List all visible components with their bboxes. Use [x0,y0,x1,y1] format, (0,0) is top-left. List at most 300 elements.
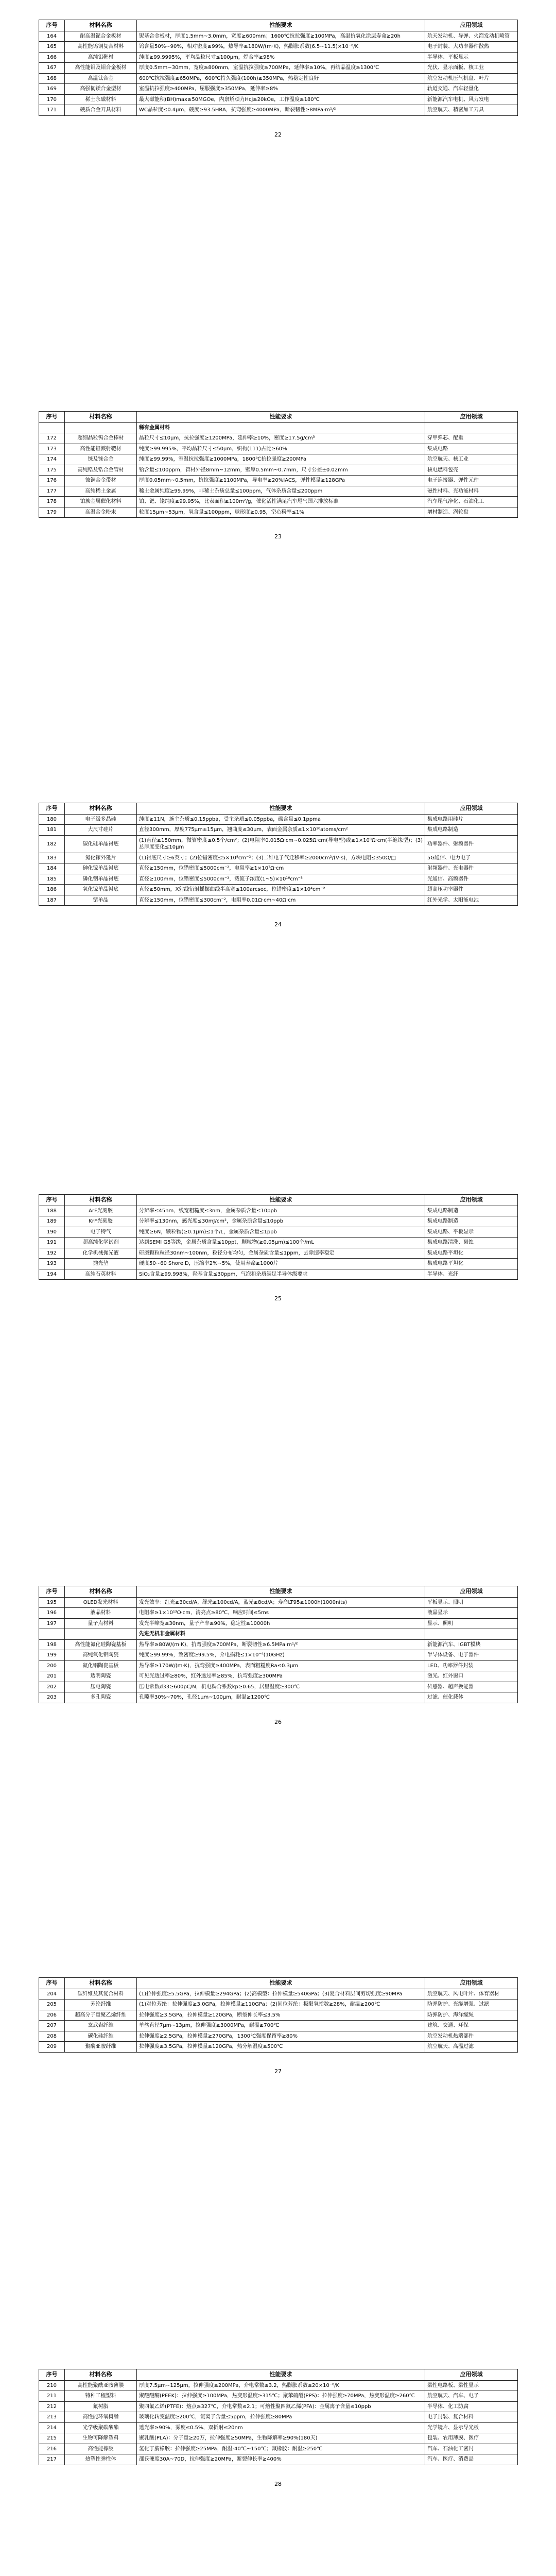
table-header-row [39,2369,518,2381]
table-row [39,1989,518,1999]
row-number: 199 [39,1650,65,1661]
application-field: 轨道交通、汽车轻量化 [425,84,518,95]
material-name [65,1629,137,1640]
row-number: 189 [39,1216,65,1227]
page-number: 27 [274,2068,282,2075]
application-field: 航空航天、精密加工刀具 [425,105,518,116]
performance-requirement: 发光半峰宽≤30nm，量子产率≥90%，稳定性≥10000h [137,1618,425,1629]
performance-requirement: 硬度50~60 Shore D，压缩率2%~5%，使用寿命≥1000片 [137,1259,425,1269]
column-header: 序号 [39,20,65,31]
application-field: 航空航天、核工业 [425,454,518,465]
row-number: 215 [39,2433,65,2444]
performance-requirement: 聚乳酸(PLA)：分子量≥20万，拉伸强度≥50MPa，生物降解率≥90%(180天) [137,2433,425,2444]
material-name: 高温合金粉末 [65,507,137,518]
table-row [39,486,518,497]
application-field: 防弹防护、光缆增强、过滤 [425,1999,518,2010]
material-name: 氧化镓单晶衬底 [65,885,137,895]
row-number: 164 [39,31,65,42]
column-header: 性能要求 [137,20,425,31]
table-row [39,1597,518,1608]
column-header: 性能要求 [137,2369,425,2381]
spec-table [39,1194,518,1280]
performance-requirement: 纯度≥11N，施主杂质≤0.15ppba，受主杂质≤0.05ppba，碳含量≤0.1ppma [137,814,425,825]
application-field: 功率器件、射频器件 [425,835,518,853]
application-field: 包装、农用薄膜、医疗 [425,2433,518,2444]
performance-requirement: 压电常数d33≥600pC/N，机电耦合系数kp≥0.65，居里温度≥300℃ [137,1682,425,1692]
table-row [39,814,518,825]
table-row [39,454,518,465]
table-row [39,2031,518,2042]
row-number: 165 [39,42,65,53]
application-field: 显示、照明 [425,1618,518,1629]
table-row [39,476,518,486]
table-header-row [39,1978,518,1989]
table-row [39,835,518,853]
row-number: 217 [39,2454,65,2465]
material-name: 锗单晶 [65,895,137,906]
table-row [39,42,518,53]
table-row [39,1660,518,1671]
performance-requirement: 拉伸强度≥3.5GPa，拉伸模量≥120GPa，热分解温度≥500℃ [137,2042,425,2053]
spec-table [39,411,518,518]
application-field: 航空发动机热端部件 [425,2031,518,2042]
page-number: 24 [274,921,282,928]
row-number: 178 [39,497,65,507]
table-row [39,825,518,836]
application-field: 集成电路清洗、刻蚀 [425,1238,518,1248]
spec-table [39,803,518,906]
table-row [39,1639,518,1650]
application-field: 电子连接器、弹性元件 [425,476,518,486]
application-field: 新能源汽车、IGBT模块 [425,1639,518,1650]
page [0,1958,556,2349]
application-field: 半导体、光纤 [425,1269,518,1280]
performance-requirement: 铂、钯、铑纯度≥99.95%，比表面积≥100m²/g，催化活性满足汽车尾气国六排放标准 [137,497,425,507]
performance-requirement: 达到SEMI G5等级，金属杂质含量≤10ppt，颗粒物(≥0.05μm)≤100个/mL [137,1238,425,1248]
table-row [39,1999,518,2010]
performance-requirement: 厚度0.5mm~30mm，宽度≥800mm，室温抗拉强度≥700MPa，延伸率≥10%，再结晶温度≥1300℃ [137,63,425,74]
column-header: 序号 [39,1586,65,1598]
table-row [39,895,518,906]
table-row [39,1618,518,1629]
row-number [39,1629,65,1640]
table-row [39,1269,518,1280]
material-name: 高纯氧化铝陶瓷 [65,1650,137,1661]
table-row [39,2401,518,2412]
material-name: OLED发光材料 [65,1597,137,1608]
column-header: 应用领域 [425,1978,518,1989]
row-number: 171 [39,105,65,116]
column-header: 序号 [39,1195,65,1206]
performance-requirement: 直径≥50mm，X射线衍射摇摆曲线半高宽≤100arcsec，位错密度≤1×10⁴cm⁻² [137,885,425,895]
performance-requirement: 直径≥150mm，位错密度≤5000cm⁻²，电阻率≥1×10⁷Ω·cm [137,863,425,874]
performance-requirement: 单丝直径7μm~13μm，拉伸强度≥3000MPa，耐温≥700℃ [137,2021,425,2031]
table-row [39,2021,518,2031]
row-number: 197 [39,1618,65,1629]
row-number: 182 [39,835,65,853]
table-row [39,1650,518,1661]
material-name: 高纯稀土金属 [65,486,137,497]
row-number: 216 [39,2444,65,2454]
spec-table [39,20,518,116]
table-row [39,1671,518,1682]
material-name: 碳化硅纤维 [65,2031,137,2042]
material-name: 电子级多晶硅 [65,814,137,825]
page [0,783,556,1175]
performance-requirement: 聚醚醚酮(PEEK)：拉伸强度≥100MPa，热变形温度≥315℃；聚苯硫醚(PPS)：拉伸强度≥70MPa，热变形温度≥260℃ [137,2391,425,2402]
column-header: 材料名称 [65,1978,137,1989]
row-number: 196 [39,1608,65,1619]
table-row [39,853,518,863]
material-name: 高性能钽溅射靶材 [65,444,137,454]
table-row [39,507,518,518]
application-field: 航空航天、风电叶片、体育器材 [425,1989,518,1999]
table-row [39,105,518,116]
application-field [425,422,518,433]
application-field: 汽车、医疗、消费品 [425,2454,518,2465]
material-name: 透明陶瓷 [65,1671,137,1682]
performance-requirement: 发光效率：红光≥30cd/A，绿光≥100cd/A，蓝光≥8cd/A；寿命LT95≥1000h(1000nits) [137,1597,425,1608]
table-row [39,497,518,507]
section-row [39,422,518,433]
material-name: 铼及铼合金 [65,454,137,465]
performance-requirement: SiO₂含量≥99.998%，羟基含量≤30ppm，气泡和杂质满足半导体级要求 [137,1269,425,1280]
row-number: 184 [39,863,65,874]
row-number: 190 [39,1227,65,1238]
table-row [39,1206,518,1216]
application-field: 光通信、高频器件 [425,874,518,885]
row-number: 205 [39,1999,65,2010]
row-number: 192 [39,1248,65,1259]
application-field: 光学镜片、显示导光板 [425,2422,518,2433]
material-name: 大尺寸硅片 [65,825,137,836]
performance-requirement: 研磨颗粒粒径30nm~100nm，粒径分布均匀，金属杂质含量≤1ppm，去除速率稳定 [137,1248,425,1259]
material-name: 多孔陶瓷 [65,1692,137,1703]
section-title: 稀有金属材料 [137,422,425,433]
row-number: 169 [39,84,65,95]
material-name: 磷化铟单晶衬底 [65,874,137,885]
table-header-row [39,1586,518,1598]
table-row [39,1692,518,1703]
material-name: 高纯锆及锆合金管材 [65,465,137,476]
table-row [39,1682,518,1692]
row-number: 203 [39,1692,65,1703]
material-name: 耐高温铌合金板材 [65,31,137,42]
material-name: 铍铜合金带材 [65,476,137,486]
row-number: 207 [39,2021,65,2031]
material-name [65,422,137,433]
column-header: 性能要求 [137,803,425,815]
row-number: 174 [39,454,65,465]
table-row [39,1259,518,1269]
table-row [39,2444,518,2454]
material-name: 砷化镓单晶衬底 [65,863,137,874]
application-field: 红外光学、太阳能电池 [425,895,518,906]
column-header: 材料名称 [65,1586,137,1598]
performance-requirement: 分辨率≤130nm，感光度≤30mJ/cm²，金属杂质含量≤10ppb [137,1216,425,1227]
material-name: 高纯石英材料 [65,1269,137,1280]
application-field: 光伏、显示面板、核工业 [425,63,518,74]
application-field: 防弹防护、海洋缆绳 [425,2010,518,2021]
column-header: 性能要求 [137,1195,425,1206]
application-field: 集成电路平坦化 [425,1248,518,1259]
row-number: 201 [39,1671,65,1682]
row-number: 187 [39,895,65,906]
row-number: 188 [39,1206,65,1216]
page-number: 28 [274,2481,282,2487]
material-name: 热塑性弹性体 [65,2454,137,2465]
row-number: 172 [39,433,65,444]
page [0,2349,556,2576]
application-field: 半导体、化工防腐 [425,2401,518,2412]
page [0,0,556,392]
performance-requirement: 600℃抗拉强度≥650MPa，600℃持久强度(100h)≥350MPa，热稳定性良好 [137,73,425,84]
column-header: 序号 [39,412,65,423]
performance-requirement: WC晶粒度≤0.4μm，硬度≥93.5HRA，抗弯强度≥4000MPa，断裂韧性≥8MPa·m¹/² [137,105,425,116]
application-field: 汽车尾气净化、石油化工 [425,497,518,507]
table-header-row [39,1195,518,1206]
performance-requirement: 纯度≥6N，颗粒物(≥0.1μm)≤1个/L，金属杂质含量≤1ppb [137,1227,425,1238]
material-name: KrF光刻胶 [65,1216,137,1227]
material-name: 压电陶瓷 [65,1682,137,1692]
material-name: 特种工程塑料 [65,2391,137,2402]
performance-requirement: 透光率≥90%，雾度≤0.5%，双折射≤20nm [137,2422,425,2433]
row-number: 208 [39,2031,65,2042]
application-field: 航空发动机压气机盘、叶片 [425,73,518,84]
table-row [39,2010,518,2021]
material-name: 高纯铝靶材 [65,52,137,63]
table-row [39,52,518,63]
row-number: 214 [39,2422,65,2433]
table-header-row [39,20,518,31]
row-number: 211 [39,2391,65,2402]
material-name: 铂族金属催化材料 [65,497,137,507]
row-number: 177 [39,486,65,497]
material-name: 高性能环氧树脂 [65,2412,137,2423]
page [0,392,556,783]
material-name: 液晶材料 [65,1608,137,1619]
application-field: 液晶显示 [425,1608,518,1619]
spec-table [39,1586,518,1703]
table-row [39,63,518,74]
material-name: 超高分子量聚乙烯纤维 [65,2010,137,2021]
performance-requirement: 邵氏硬度30A~70D，拉伸强度≥20MPa，断裂伸长率≥400% [137,2454,425,2465]
material-name: 生物可降解塑料 [65,2433,137,2444]
column-header: 应用领域 [425,2369,518,2381]
application-field: 电子封装、复合材料 [425,2412,518,2423]
row-number: 185 [39,874,65,885]
page [0,1175,556,1566]
table-header-row [39,803,518,815]
table-row [39,2042,518,2053]
application-field: 磁性材料、光功能材料 [425,486,518,497]
row-number: 204 [39,1989,65,1999]
table-row [39,84,518,95]
material-name: 超高纯化学试剂 [65,1238,137,1248]
material-name: 聚酰亚胺纤维 [65,2042,137,2053]
row-number: 202 [39,1682,65,1692]
spec-table [39,2369,518,2465]
material-name: 化学机械抛光液 [65,1248,137,1259]
row-number: 193 [39,1259,65,1269]
performance-requirement: 晶粒尺寸≤10μm，抗拉强度≥1200MPa，延伸率≥10%，密度≥17.5g/cm³ [137,433,425,444]
table-row [39,1238,518,1248]
performance-requirement: 电阻率≥1×10¹³Ω·cm，清亮点≥80℃，响应时间≤5ms [137,1608,425,1619]
application-field: 集成电路平坦化 [425,1259,518,1269]
performance-requirement: 最大磁能积(BH)max≥50MGOe，内禀矫顽力Hcj≥20kOe，工作温度≥180℃ [137,94,425,105]
row-number: 213 [39,2412,65,2423]
application-field: 航空航天、汽车、电子 [425,2391,518,2402]
table-row [39,885,518,895]
table-row [39,444,518,454]
section-row [39,1629,518,1640]
application-field: 核电燃料包壳 [425,465,518,476]
column-header: 性能要求 [137,1586,425,1598]
column-header: 性能要求 [137,1978,425,1989]
table-row [39,2412,518,2423]
application-field: 集成电路制造 [425,1216,518,1227]
column-header: 序号 [39,1978,65,1989]
row-number: 206 [39,2010,65,2021]
performance-requirement: 聚四氟乙烯(PTFE)：熔点≥327℃，介电常数≤2.1；可熔性聚四氟乙烯(PFA)：金属离子含量≤10ppb [137,2401,425,2412]
application-field: 集成电路制造 [425,825,518,836]
row-number: 176 [39,476,65,486]
application-field: 新能源汽车电机、风力发电 [425,94,518,105]
performance-requirement: 铌基合金板材，厚度1.5mm~3.0mm，宽度≥600mm；1600℃抗拉强度≥100MPa，高温抗氧化涂层寿命≥20h [137,31,425,42]
performance-requirement: 稀土金属纯度≥99.99%，非稀土杂质总量≤100ppm，气体杂质含量≤200ppm [137,486,425,497]
table-row [39,1227,518,1238]
row-number: 170 [39,94,65,105]
spec-table [39,1977,518,2053]
material-name: 氮化镓外延片 [65,853,137,863]
page-number: 23 [274,533,282,540]
material-name: ArF光刻胶 [65,1206,137,1216]
performance-requirement: (1)直径≥150mm，微管密度≤0.5个/cm²；(2)电阻率0.015Ω·cm~0.025Ω·cm(导电型)或≥1×10⁹Ω·cm(半绝缘型)；(3)总厚度变化≤10μm [137,835,425,853]
row-number: 191 [39,1238,65,1248]
material-name: 高温钛合金 [65,73,137,84]
row-number: 198 [39,1639,65,1650]
performance-requirement: 钨含量50%~90%，相对密度≥99%，热导率≥180W/(m·K)，热膨胀系数(6.5~11.5)×10⁻⁶/K [137,42,425,53]
column-header: 应用领域 [425,20,518,31]
material-name: 氮化铝陶瓷基板 [65,1660,137,1671]
performance-requirement: 拉伸强度≥2.5GPa，拉伸模量≥270GPa，1300℃强度保留率≥80% [137,2031,425,2042]
performance-requirement: (1)衬底尺寸≥6英寸；(2)位错密度≤5×10⁸cm⁻²；(3)二维电子气迁移率≥2000cm²/(V·s)，方块电阻≤350Ω/□ [137,853,425,863]
row-number: 195 [39,1597,65,1608]
section-title: 先进无机非金属材料 [137,1629,425,1640]
table-row [39,433,518,444]
row-number: 186 [39,885,65,895]
performance-requirement: 纯度≥99.9995%，平均晶粒尺寸≤100μm，焊合率≥98% [137,52,425,63]
application-field: 增材制造、涡轮盘 [425,507,518,518]
row-number: 179 [39,507,65,518]
row-number [39,422,65,433]
row-number: 209 [39,2042,65,2053]
column-header: 材料名称 [65,20,137,31]
column-header: 材料名称 [65,1195,137,1206]
row-number: 175 [39,465,65,476]
material-name: 高性能橡胶 [65,2444,137,2454]
column-header: 材料名称 [65,412,137,423]
material-name: 氟树脂 [65,2401,137,2412]
performance-requirement: 直径300mm，厚度775μm±15μm，翘曲度≤30μm，表面金属杂质≤1×10¹⁰atoms/cm² [137,825,425,836]
performance-requirement: 纯度≥99.995%，平均晶粒尺寸≤50μm，织构(111)占比≥60% [137,444,425,454]
application-field: 航空航天、高温过滤 [425,2042,518,2053]
row-number: 181 [39,825,65,836]
page-number: 22 [274,131,282,138]
application-field: 集成电路、平板显示 [425,1227,518,1238]
column-header: 应用领域 [425,1586,518,1598]
performance-requirement: 室温抗拉强度≥400MPa，屈服强度≥350MPa，延伸率≥8% [137,84,425,95]
performance-requirement: 拉伸强度≥3.5GPa，拉伸模量≥120GPa，断裂伸长率≤3.5% [137,2010,425,2021]
table-row [39,2433,518,2444]
application-field: LED、功率器件封装 [425,1660,518,1671]
material-name: 碳化硅单晶衬底 [65,835,137,853]
table-row [39,73,518,84]
application-field: 穿甲弹芯、配重 [425,433,518,444]
row-number: 183 [39,853,65,863]
table-row [39,465,518,476]
application-field: 集成电路用硅片 [425,814,518,825]
performance-requirement: 直径≥150mm，位错密度≤300cm⁻²，电阻率0.01Ω·cm~40Ω·cm [137,895,425,906]
application-field: 射频器件、光电器件 [425,863,518,874]
page-number: 25 [274,1295,282,1302]
table-row [39,2380,518,2391]
performance-requirement: 热导率≥170W/(m·K)，抗弯强度≥400MPa，表面粗糙度Ra≤0.3μm [137,1660,425,1671]
application-field: 半导体、平板显示 [425,52,518,63]
application-field: 柔性电路板、柔性显示 [425,2380,518,2391]
material-name: 芳纶纤维 [65,1999,137,2010]
material-name: 玄武岩纤维 [65,2021,137,2031]
application-field: 5G通信、电力电子 [425,853,518,863]
application-field: 汽车、石油化工密封 [425,2444,518,2454]
table-row [39,94,518,105]
application-field: 航天发动机、导弹、火箭发动机喷管 [425,31,518,42]
table-row [39,1248,518,1259]
table-row [39,863,518,874]
row-number: 173 [39,444,65,454]
performance-requirement: 粒度15μm~53μm，氧含量≤100ppm，球形度≥0.95，空心粉率≤1% [137,507,425,518]
table-row [39,2422,518,2433]
row-number: 194 [39,1269,65,1280]
performance-requirement: 孔隙率30%~70%，孔径1μm~100μm，耐温≥1200℃ [137,1692,425,1703]
material-name: 稀土永磁材料 [65,94,137,105]
column-header: 序号 [39,2369,65,2381]
material-name: 硬质合金刀具材料 [65,105,137,116]
performance-requirement: 厚度0.05mm~0.5mm，抗拉强度≥1100MPa，导电率≥20%IACS，弹性模量≥128GPa [137,476,425,486]
row-number: 166 [39,52,65,63]
row-number: 210 [39,2380,65,2391]
application-field: 电子封装、大功率器件散热 [425,42,518,53]
material-name: 超细晶粒钨合金棒材 [65,433,137,444]
table-row [39,31,518,42]
performance-requirement: 玻璃化转变温度≥200℃，氯离子含量≤5ppm，拉伸强度≥80MPa [137,2412,425,2423]
performance-requirement: 厚度7.5μm~125μm，拉伸强度≥200MPa，介电常数≤3.2，热膨胀系数≤20×10⁻⁶/K [137,2380,425,2391]
application-field: 建筑、交通、环保 [425,2021,518,2031]
table-row [39,874,518,885]
performance-requirement: 纯度≥99.99%，室温抗拉强度≥1000MPa，1800℃抗拉强度≥200MPa [137,454,425,465]
page-number: 26 [274,1719,282,1725]
application-field: 超高压功率器件 [425,885,518,895]
application-field [425,1629,518,1640]
material-name: 高性能聚酰亚胺薄膜 [65,2380,137,2391]
performance-requirement: (1)对位芳纶：拉伸强度≥3.0GPa，拉伸模量≥110GPa；(2)间位芳纶：极限氧指数≥28%，耐温≥200℃ [137,1999,425,2010]
row-number: 212 [39,2401,65,2412]
application-field: 传感器、超声换能器 [425,1682,518,1692]
row-number: 168 [39,73,65,84]
column-header: 性能要求 [137,412,425,423]
performance-requirement: 纯度≥99.99%，致密度≥99.5%，介电损耗≤1×10⁻⁴(10GHz) [137,1650,425,1661]
material-name: 碳纤维及其复合材料 [65,1989,137,1999]
